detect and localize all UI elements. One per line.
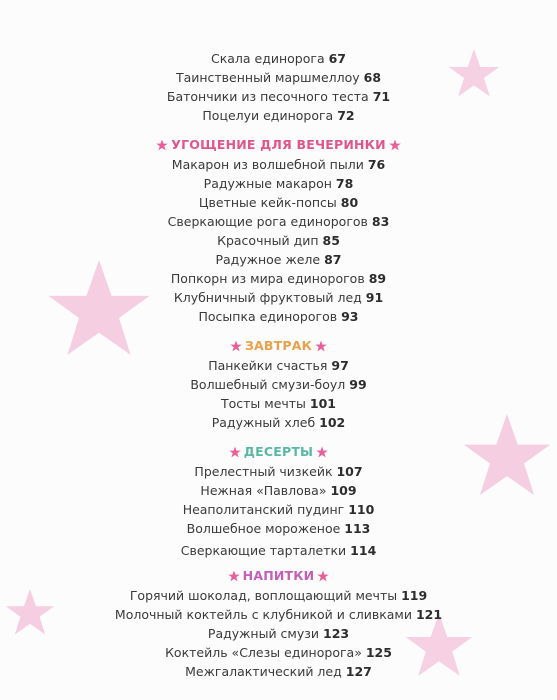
toc-entry[interactable]: Панкейки счастья 97 [208,358,349,373]
toc-entry[interactable]: Коктейль «Слезы единорога» 125 [165,645,392,660]
toc-entry[interactable]: Батончики из песочного теста 71 [166,89,391,104]
toc-entry[interactable]: Макарон из волшебной пыли 76 [171,157,386,172]
toc-entry[interactable]: Радужный смузи 123 [207,626,350,641]
section-star-icon [229,446,241,462]
section-star-icon [389,139,401,155]
toc-entry[interactable]: Радужный хлеб 102 [211,415,346,430]
toc-entry[interactable]: Неаполитанский пудинг 110 [182,502,375,517]
section-heading-drinks: НАПИТКИ [0,568,557,586]
toc-entry[interactable]: Посыпка единорогов 93 [198,309,359,324]
toc-entry[interactable]: Таинственный маршмеллоу 68 [175,70,382,85]
toc-entry[interactable]: Прелестный чизкейк 107 [194,464,363,479]
toc-entry[interactable]: Красочный дип 85 [217,233,340,248]
toc-entry[interactable]: Скала единорога 67 [210,51,347,66]
section-star-icon [315,340,327,356]
toc-entry[interactable]: Сверкающие рога единорогов 83 [167,214,390,229]
toc-entry[interactable]: Попкорн из мира единорогов 89 [170,271,387,286]
toc-entry[interactable]: Сверкающие тарталетки 114 [180,543,377,558]
section-star-icon [156,139,168,155]
section-star-icon [228,570,240,586]
toc-entry[interactable]: Цветные кейк-попсы 80 [198,195,359,210]
toc-entry[interactable]: Нежная «Павлова» 109 [200,483,357,498]
toc-entry[interactable]: Горячий шоколад, воплощающий мечты 119 [129,588,428,603]
toc-entry[interactable]: Молочный коктейль с клубникой и сливками 121 [114,607,443,622]
section-star-icon [230,340,242,356]
section-heading-breakfast: ЗАВТРАК [0,338,557,356]
section-heading-party: УГОЩЕНИЕ ДЛЯ ВЕЧЕРИНКИ [0,137,557,155]
section-star-icon [317,570,329,586]
toc-entry[interactable]: Поцелуи единорога 72 [202,108,355,123]
toc-entry[interactable]: Клубничный фруктовый лед 91 [173,290,384,305]
toc-entry[interactable]: Радужные макарон 78 [203,176,354,191]
section-heading-desserts: ДЕСЕРТЫ [0,444,557,462]
toc-entry[interactable]: Волшебный смузи-боул 99 [190,377,367,392]
section-star-icon [316,446,328,462]
toc-entry[interactable]: Волшебное мороженое 113 [186,521,371,536]
toc-entry[interactable]: Тосты мечты 101 [220,396,336,411]
toc-entry[interactable]: Радужное желе 87 [215,252,342,267]
toc-entry[interactable]: Межгалактический лед 127 [185,664,372,679]
